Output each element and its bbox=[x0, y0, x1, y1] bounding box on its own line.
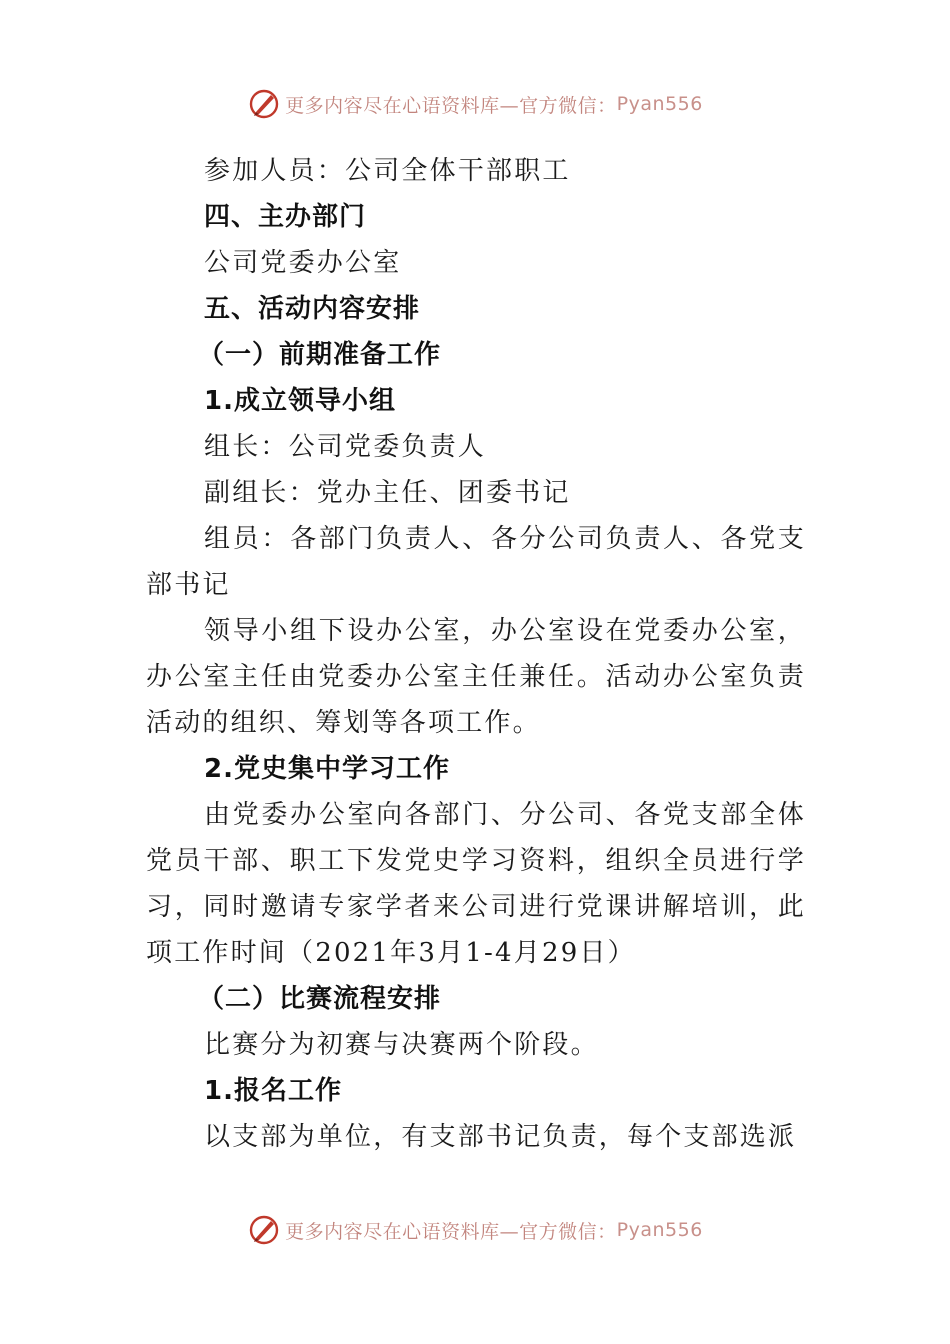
item-heading-party-history-study: 2.党史集中学习工作 bbox=[204, 754, 450, 784]
watermark-text: 更多内容尽在心语资料库—官方微信： bbox=[285, 94, 617, 117]
pen-logo-icon bbox=[247, 87, 281, 121]
document-body bbox=[146, 148, 806, 1160]
section-heading-organizer: 四、主办部门 bbox=[204, 202, 367, 232]
watermark-wechat-id: Pyan556 bbox=[616, 1219, 703, 1241]
participants-line: 参加人员：公司全体干部职工 bbox=[204, 156, 571, 186]
header-watermark bbox=[0, 84, 950, 124]
study-paragraph: 由党委办公室向各部门、分公司、各党支部全体党员干部、职工下发党史学习资料，组织全员进行学习，同时邀请专家学者来公司进行党课讲解培训，此项工作时间（2021年3月1-4月29日） bbox=[146, 800, 806, 968]
item-heading-leadership-group: 1.成立领导小组 bbox=[204, 386, 396, 416]
registration-paragraph: 以支部为单位，有支部书记负责，每个支部选派 bbox=[204, 1122, 797, 1152]
group-leader-line: 组长：公司党委负责人 bbox=[204, 432, 487, 462]
competition-stages-line: 比赛分为初赛与决赛两个阶段。 bbox=[204, 1030, 599, 1060]
organizer-text: 公司党委办公室 bbox=[204, 248, 402, 278]
item-heading-registration: 1.报名工作 bbox=[204, 1076, 342, 1106]
footer-watermark bbox=[0, 1210, 950, 1250]
subsection-heading-competition: （二）比赛流程安排 bbox=[198, 984, 442, 1014]
office-paragraph: 领导小组下设办公室，办公室设在党委办公室，办公室主任由党委办公室主任兼任。活动办公室负责活动的组织、筹划等各项工作。 bbox=[146, 616, 806, 738]
deputy-leader-line: 副组长：党办主任、团委书记 bbox=[204, 478, 571, 508]
watermark-text: 更多内容尽在心语资料库—官方微信： bbox=[285, 1220, 617, 1243]
pen-logo-icon bbox=[247, 1213, 281, 1247]
watermark-wechat-id: Pyan556 bbox=[616, 93, 703, 115]
subsection-heading-preparation: （一）前期准备工作 bbox=[198, 340, 442, 370]
group-members-line: 组员：各部门负责人、各分公司负责人、各党支部书记 bbox=[146, 524, 806, 600]
section-heading-activities: 五、活动内容安排 bbox=[204, 294, 421, 324]
